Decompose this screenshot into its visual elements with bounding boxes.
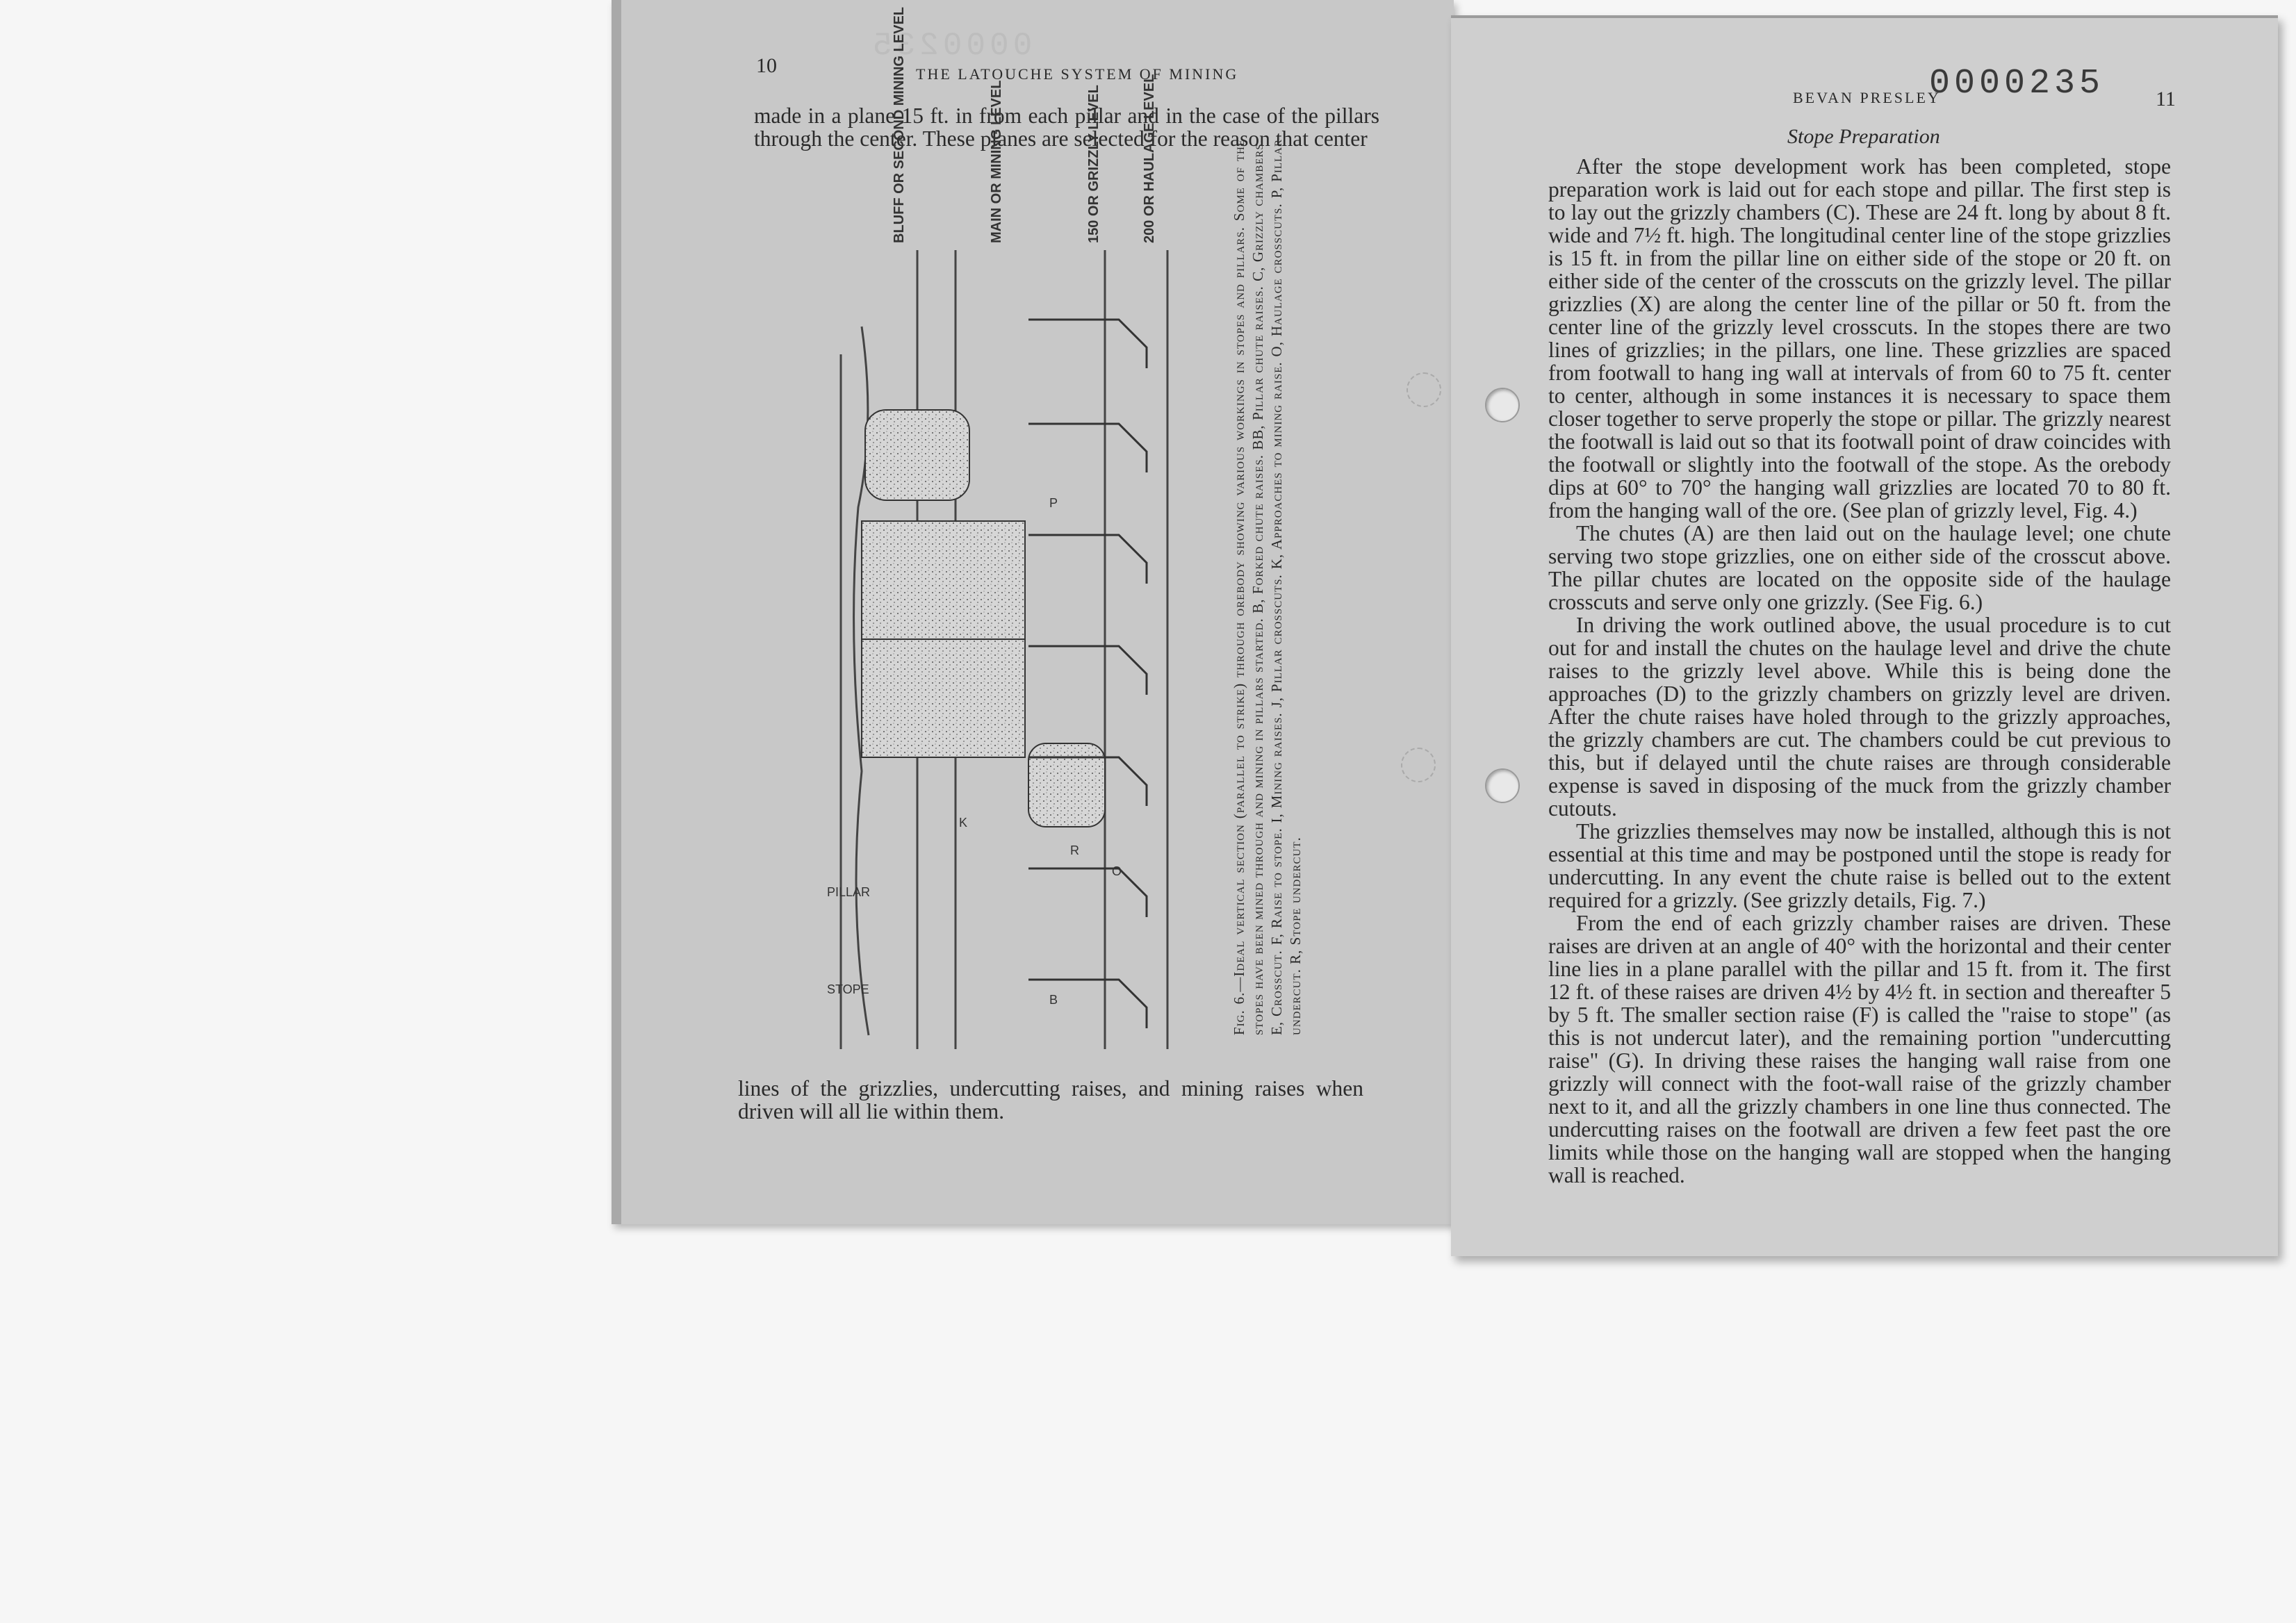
left-paragraph-bottom: lines of the grizzlies, undercutting raises, and mining raises when driven will all lie within them. xyxy=(738,1076,1363,1123)
binder-hole-shadow xyxy=(1401,748,1436,782)
pillar-label: PILLAR xyxy=(827,885,871,899)
letter-p: P xyxy=(1049,496,1058,510)
paragraph: The grizzlies themselves may now be installed, although this is not essential at this time and may be postponed until the stope is ready for undercutting. In any event the chute raise is belled out to the extent required for a grizzly. (See grizzly details, Fig. 7.) xyxy=(1548,819,2171,912)
left-paragraph-top: made in a plane 15 ft. in from each pillar and in the case of the pillars through the center. These planes are selected for the reason that center xyxy=(754,104,1379,151)
ore-block xyxy=(865,410,969,500)
right-body-text xyxy=(1548,155,2171,1187)
letter-b: B xyxy=(1049,993,1058,1007)
document-stamp: 0000235 xyxy=(1929,64,2105,104)
level-label-haulage: 200 OR HAULAGE LEVEL xyxy=(1142,74,1157,243)
stope-label: STOPE xyxy=(827,982,869,996)
level-label-grizzly: 150 OR GRIZZLY LEVEL xyxy=(1086,85,1101,243)
letter-k: K xyxy=(959,816,968,830)
binder-hole-shadow xyxy=(1407,372,1441,407)
binder-hole xyxy=(1485,768,1520,803)
level-label-main: MAIN OR MINING LEVEL xyxy=(989,80,1004,243)
letter-r: R xyxy=(1070,843,1079,857)
ore-block xyxy=(1028,743,1105,827)
ore-block xyxy=(862,521,1025,639)
figure-caption: Fig. 6.—Ideal vertical section (parallel to strike) through orebody showing various workings in stopes and pillars. Some of the stopes have been mined through and mining in pillars started. B, Forked chute raises. BB, Pillar chute raises. C, Grizzly chambers. E, Crosscut. F, Raise to stope. I, Mining raises. J, Pillar crosscuts. K, Approaches to mining raise. O, Haulage crosscuts. P, Pillar undercut. R, Stope undercut. xyxy=(1231,139,1304,1035)
left-running-head: THE LATOUCHE SYSTEM OF MINING xyxy=(916,65,1239,83)
paragraph: From the end of each grizzly chamber raises are driven. These raises are driven at an angle of 40° with the horizontal and their center line lies in a plane parallel with the pillar and 15 ft. from it. The first 12 ft. of these raises are driven 4½ by 4½ ft. in section and thereafter 5 by 5 ft. The smaller section raise (F) is called the "raise to stope" (as this is not undercut later), and the remaining portion "undercutting raise" (G). In driving these raises the hanging wall raise from one grizzly will connect with the foot-wall raise of the grizzly chamber next to it, and all the grizzly chambers in one line thus connected. The undercutting raises on the footwall are driven a few feet past the ore limits while those on the hanging wall are stopped when the hanging wall is reached. xyxy=(1548,911,2171,1187)
bleed-through-stamp: 0000235 xyxy=(869,28,1033,64)
right-running-head: BEVAN PRESLEY xyxy=(1793,89,1941,106)
paragraph: In driving the work outlined above, the usual procedure is to cut out for and install the chutes on the haulage level and drive the chute raises to the grizzly level above. While this is being done the approaches (D) to the grizzly chambers on grizzly level are driven. After the chute raises have holed through to the grizzly approaches, the grizzly chambers are cut. The chambers could be cut previous to this, but if delayed until the chute raises are through considerable expense is saved in disposing of the muck from the grizzly chamber cutouts. xyxy=(1548,613,2171,821)
left-text-bottom xyxy=(738,1077,1363,1123)
binder-hole xyxy=(1485,388,1520,422)
paragraph: The chutes (A) are then laid out on the haulage level; one chute serving two stope grizzlies, one on either side of the crosscut above. The pillar chutes are located on the opposite side of the haulage crosscuts and serve only one grizzly. (See Fig. 6.) xyxy=(1548,521,2171,614)
section-title: Stope Preparation xyxy=(1787,125,1940,148)
ore-block xyxy=(862,639,1025,757)
paragraph: After the stope development work has been completed, stope preparation work is laid out for each stope and pillar. The first step is to lay out the grizzly chambers (C). These are 24 ft. long by about 8 ft. wide and 7½ ft. high. The longitudinal center line of the stope grizzlies is 15 ft. in from the pillar line on either side of the stope or 20 ft. on either side of the center of the crosscuts on the grizzly level. The pillar grizzlies (X) are along the center line of the pillar or 50 ft. from the center line of the grizzly level crosscuts. In the stopes there are two lines of grizzlies; in the pillars, one line. These grizzlies are spaced from footwall to hang ing wall at intervals of from 60 to 75 ft. center to center, although in some instances it is necessary to space them closer together to serve properly the stope or pillar. The grizzly nearest the footwall is laid out so that its footwall point of draw coincides with the footwall or slightly into the footwall of the stope. As the orebody dips at 60° to 70° the hanging wall grizzlies are located 70 to 80 ft. from the hanging wall of the ore. (See plan of grizzly level, Fig. 4.) xyxy=(1548,154,2171,522)
level-label-bluff: BLUFF OR SECOND MINING LEVEL xyxy=(892,7,907,243)
left-page-number: 10 xyxy=(756,54,777,77)
right-page-number: 11 xyxy=(2156,88,2176,110)
letter-o: O xyxy=(1112,864,1122,878)
